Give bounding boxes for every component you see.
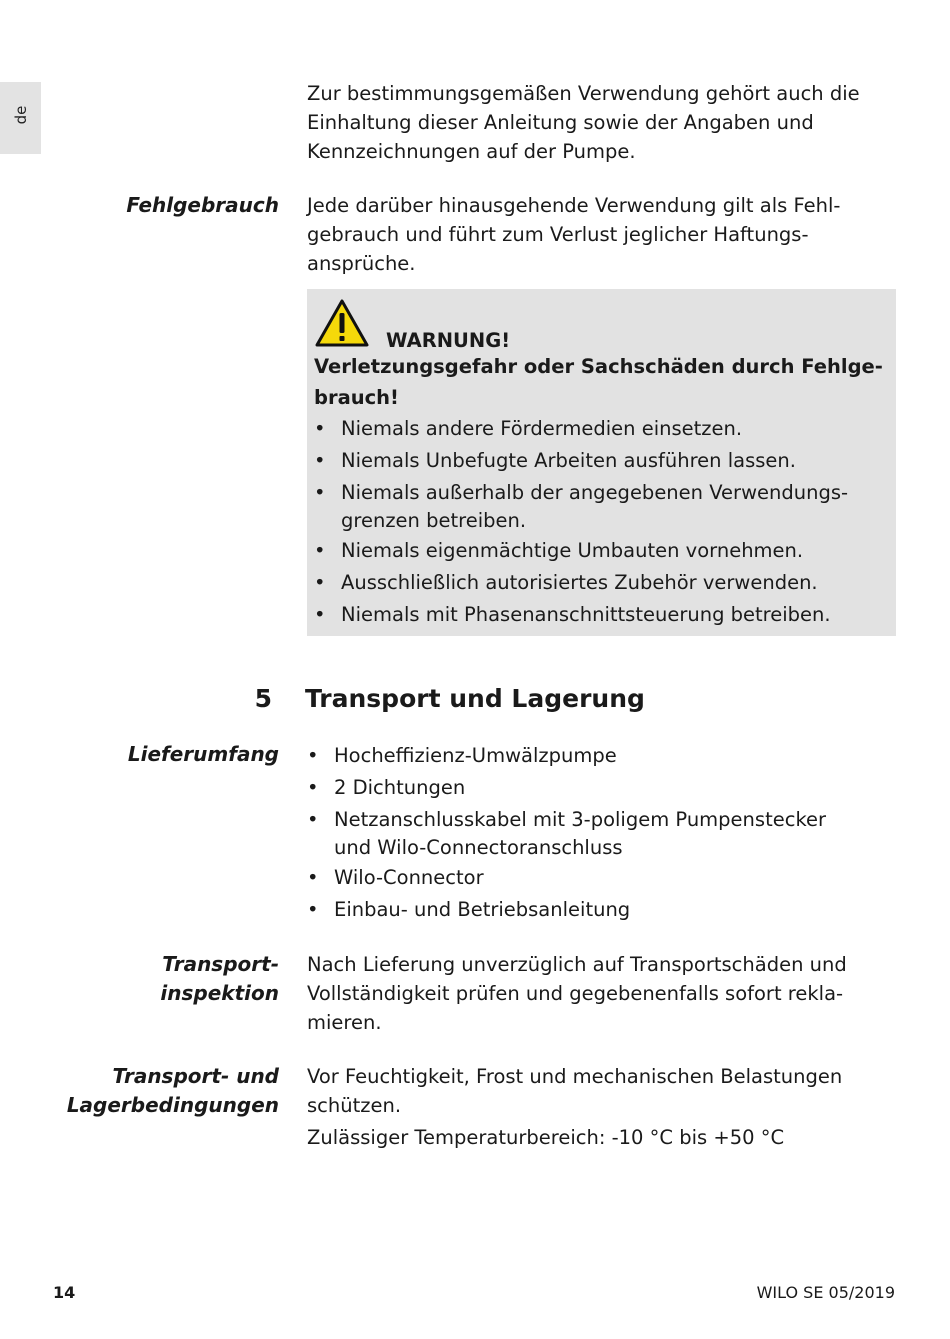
- fehlgebrauch-label: Fehlgebrauch: [126, 193, 279, 217]
- list-item-text: Niemals Unbefugte Arbeiten ausführen lassen.: [341, 449, 796, 472]
- list-item: [307, 894, 895, 926]
- warning-subtitle: [314, 351, 884, 413]
- list-item-text: Hocheffizienz-Umwälzpumpe: [334, 744, 617, 767]
- warning-box: [307, 289, 896, 636]
- label-line: inspektion: [160, 981, 279, 1005]
- warning-list: [314, 413, 892, 631]
- label-line: Transport- und: [112, 1064, 279, 1088]
- warning-triangle-icon: [315, 299, 369, 347]
- list-item-text: 2 Dichtungen: [334, 776, 466, 799]
- text-line: Verletzungsgefahr oder Sachschäden durch Fehlge-: [314, 355, 883, 378]
- list-item: [314, 567, 892, 599]
- list-item: [307, 772, 895, 804]
- list-item: [307, 740, 895, 772]
- list-item-text: Niemals außerhalb der angegebenen Verwendungs-: [341, 481, 849, 504]
- intro-paragraph: [307, 79, 895, 166]
- temperature-range: Zulässiger Temperaturbereich: -10 °C bis +50 °C: [307, 1126, 785, 1149]
- text-line: Jede darüber hinausgehende Verwendung gilt als Fehl-: [307, 194, 841, 217]
- list-item-text: Niemals eigenmächtige Umbauten vornehmen.: [341, 539, 804, 562]
- text-line: Nach Lieferung unverzüglich auf Transportschäden und: [307, 953, 847, 976]
- list-item-text: Ausschließlich autorisiertes Zubehör verwenden.: [341, 571, 818, 594]
- list-item: [314, 599, 892, 631]
- text-line: Kennzeichnungen auf der Pumpe.: [307, 140, 636, 163]
- text-line: schützen.: [307, 1094, 402, 1117]
- text-line: mieren.: [307, 1011, 382, 1034]
- section-title: Transport und Lagerung: [305, 684, 645, 713]
- text-line: Einhaltung dieser Anleitung sowie der Angaben und: [307, 111, 814, 134]
- list-item: [314, 477, 892, 535]
- transportinspektion-label: [40, 950, 279, 1008]
- text-line: gebrauch und führt zum Verlust jeglicher Haftungs-: [307, 223, 809, 246]
- transportinspektion-paragraph: [307, 950, 895, 1037]
- text-line: Vollständigkeit prüfen und gegebenenfalls sofort rekla-: [307, 982, 844, 1005]
- lagerbedingungen-label: [40, 1062, 279, 1120]
- label-line: Lagerbedingungen: [66, 1093, 279, 1117]
- list-item: [314, 413, 892, 445]
- lieferumfang-label: Lieferumfang: [127, 742, 279, 766]
- list-item-text: Einbau- und Betriebsanleitung: [334, 898, 631, 921]
- text-line: Zur bestimmungsgemäßen Verwendung gehört auch die: [307, 82, 860, 105]
- fehlgebrauch-paragraph: [307, 191, 895, 278]
- list-item-text: Niemals mit Phasenanschnittsteuerung betreiben.: [341, 603, 831, 626]
- label-line: Transport-: [162, 952, 279, 976]
- text-line: Vor Feuchtigkeit, Frost und mechanischen Belastungen: [307, 1065, 843, 1088]
- language-code: de: [12, 105, 30, 125]
- list-item-text: Netzanschlusskabel mit 3-poligem Pumpenstecker: [334, 808, 827, 831]
- list-item-text: und Wilo-Connectoranschluss: [334, 836, 623, 859]
- page-number: 14: [53, 1283, 76, 1302]
- section-number: 5: [254, 684, 272, 713]
- warning-title: WARNUNG!: [386, 329, 511, 352]
- list-item: [314, 445, 892, 477]
- list-item-text: grenzen betreiben.: [341, 509, 527, 532]
- list-item: [307, 804, 895, 862]
- text-line: ansprüche.: [307, 252, 416, 275]
- list-item: [314, 535, 892, 567]
- lagerbedingungen-paragraph: [307, 1062, 895, 1152]
- lieferumfang-list: [307, 740, 895, 926]
- list-item-text: Wilo-Connector: [334, 866, 484, 889]
- text-line: brauch!: [314, 386, 399, 409]
- list-item-text: Niemals andere Fördermedien einsetzen.: [341, 417, 743, 440]
- publisher-date: WILO SE 05/2019: [756, 1283, 895, 1302]
- language-tab: [0, 82, 41, 154]
- list-item: [307, 862, 895, 894]
